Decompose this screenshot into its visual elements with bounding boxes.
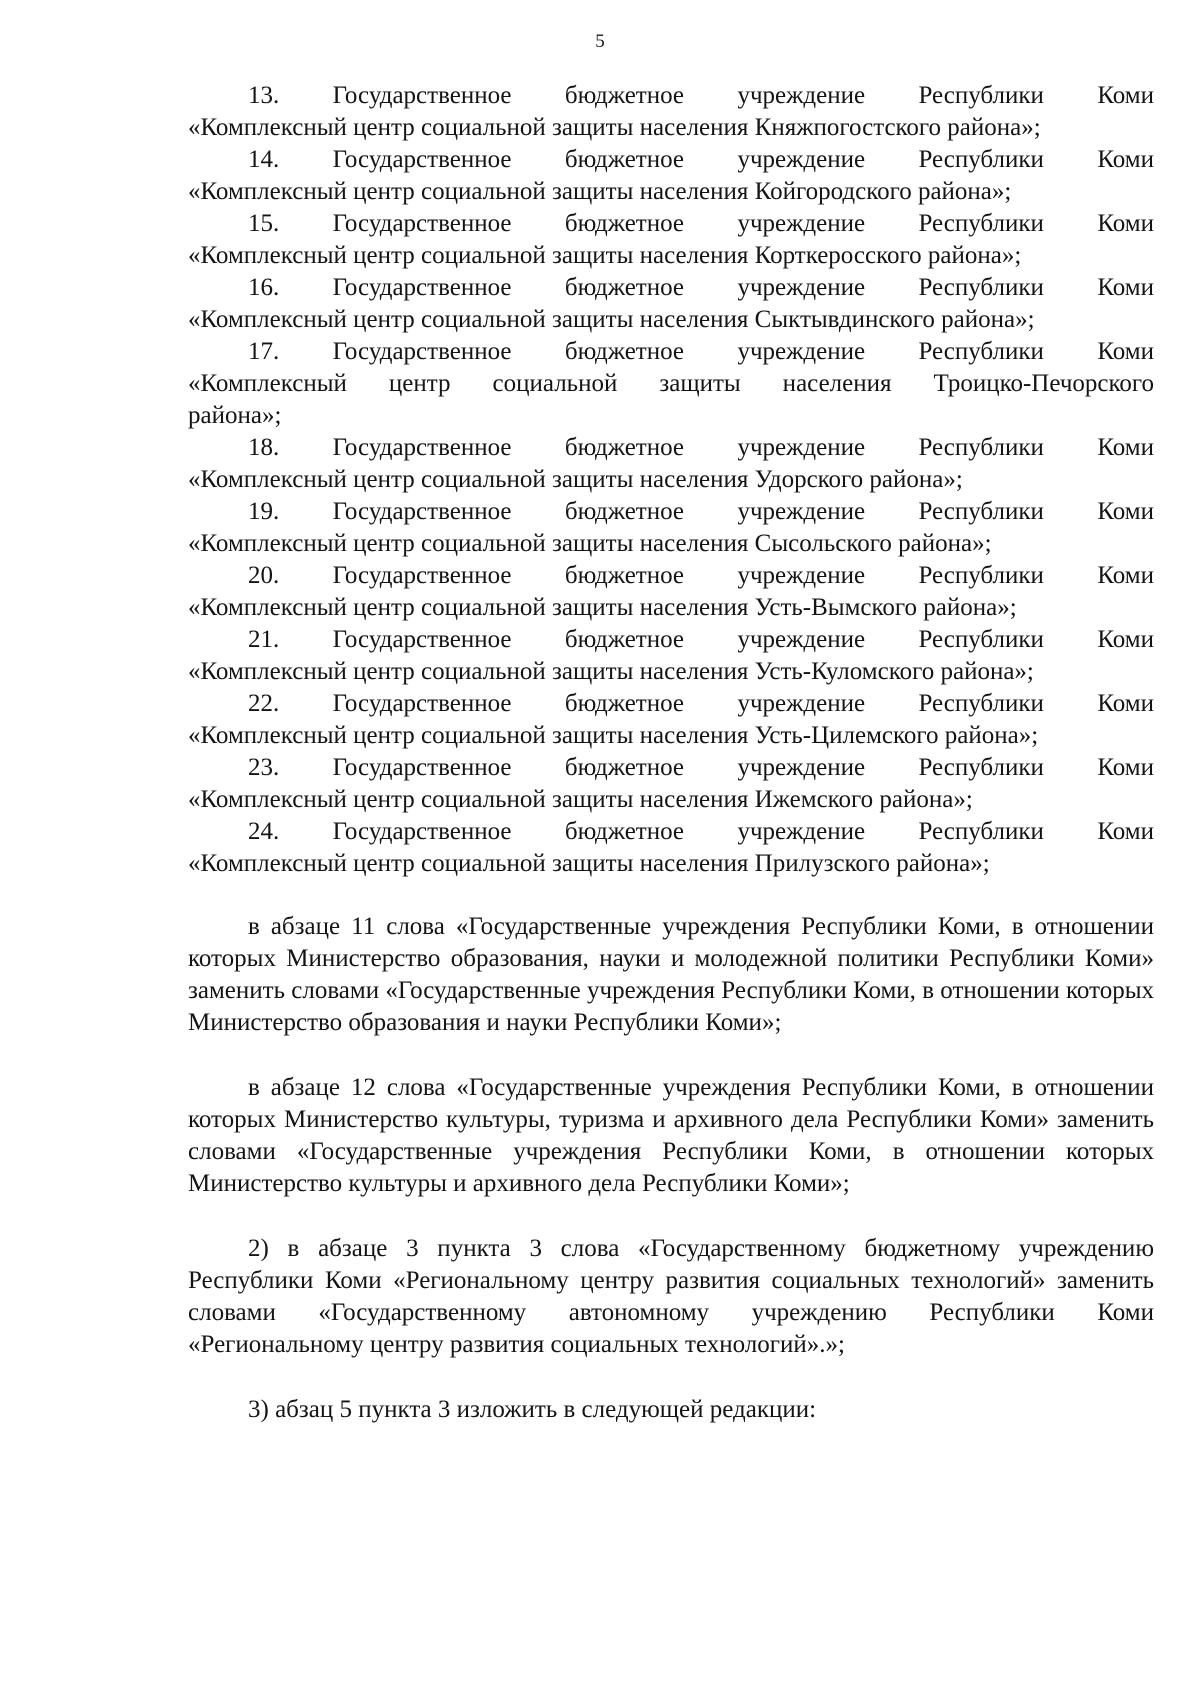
list-item-word: Республики [918,690,1044,717]
list-item-word: учреждение [737,146,866,173]
list-item-text: «Комплексный центр социальной защиты населения Корткеросского района»; [188,242,1022,269]
list-item [188,624,1154,688]
list-item-text: района»; [188,402,282,429]
list-item-first-line [188,688,1154,720]
paragraph-abzac-12: в абзаце 12 слова «Государственные учреждения Республики Коми, в отношении которых Министерство культуры, туризма и архивного дела Республики Коми» заменить словами «Государственные учреждения Республики Коми, в отношении которых Министерство культуры и архивного дела Республики Коми»; [188,1074,1154,1197]
list-item-word: Государственное [332,626,512,653]
list-item-word: Государственное [332,434,512,461]
list-item-word: Государственное [332,210,512,237]
list-item-first-line [188,208,1154,240]
list-item-number: 14. [248,146,280,173]
spacer [188,880,1154,911]
list-item-word: бюджетное [564,274,685,301]
list-item-number: 18. [248,434,280,461]
list-item-word: учреждение [737,274,866,301]
list-item-first-line [188,80,1154,112]
list-item-word: учреждение [737,562,866,589]
list-item [188,560,1154,624]
spacer [188,1200,1154,1233]
list-item-text: «Комплексный центр социальной защиты населения Сыктывдинского района»; [188,306,1035,333]
list-item-word: бюджетное [564,338,685,365]
list-item-word: Государственное [332,146,512,173]
list-item-word: Государственное [332,338,512,365]
spacer [188,1039,1154,1072]
list-item-first-line [188,624,1154,656]
list-item-word: учреждение [737,690,866,717]
list-item-text: «Комплексный центр социальной защиты населения Сысольского района»; [188,530,992,557]
list-item-word: Государственное [332,562,512,589]
list-item [188,272,1154,336]
list-item-word: Республики [918,338,1044,365]
list-item-number: 22. [248,690,280,717]
list-item-word: бюджетное [564,690,685,717]
list-item-word: Коми [1097,754,1154,781]
list-item-word: учреждение [737,818,866,845]
list-item-number: 24. [248,818,280,845]
list-item-text: «Комплексный центр социальной защиты населения Прилузского района»; [188,850,990,877]
list-item-text: «Комплексный центр социальной защиты населения Ижемского района»; [188,786,973,813]
list-item-word: Коми [1097,690,1154,717]
list-item [188,80,1154,144]
list-item-number: 21. [248,626,280,653]
list-item-text: «Комплексный центр социальной защиты населения Усть-Куломского района»; [188,658,1034,685]
list-item-word: Республики [918,274,1044,301]
list-item [188,144,1154,208]
list-item [188,336,1154,432]
list-item-first-line [188,336,1154,368]
page-number: 5 [595,31,605,52]
list-item-word: учреждение [737,338,866,365]
list-item-word: учреждение [737,498,866,525]
list-item-word: Республики [918,434,1044,461]
list-item-first-line [188,272,1154,304]
list-item-word: Коми [1097,498,1154,525]
list-item-word: Коми [1097,146,1154,173]
list-item-text: «Комплексный центр социальной защиты населения Койгородского района»; [188,178,1012,205]
list-item-text: «Комплексный центр социальной защиты населения Усть-Цилемского района»; [188,722,1039,749]
list-item [188,432,1154,496]
list-item-word: учреждение [737,210,866,237]
list-item-number: 16. [248,274,280,301]
list-item-word: Государственное [332,498,512,525]
list-item-word: учреждение [737,754,866,781]
list-item-word: Республики [918,818,1044,845]
list-item-word: бюджетное [564,434,685,461]
list-item-word: Государственное [332,818,512,845]
list-item-word: бюджетное [564,562,685,589]
list-item-word: Коми [1097,626,1154,653]
list-item-first-line [188,432,1154,464]
list-item-word: Республики [918,754,1044,781]
spacer [188,1361,1154,1394]
list-item-word: Государственное [332,754,512,781]
list-item-word: Коми [1097,210,1154,237]
list-item [188,208,1154,272]
list-item-word: Республики [918,210,1044,237]
list-item [188,816,1154,880]
list-item-word: Коми [1097,434,1154,461]
list-item-word: учреждение [737,434,866,461]
list-item-word: бюджетное [564,82,685,109]
list-item-number: 17. [248,338,280,365]
list-item-word: бюджетное [564,818,685,845]
list-item-text: «Комплексный центр социальной защиты населения Усть-Вымского района»; [188,594,1017,621]
list-item-word: бюджетное [564,754,685,781]
list-item-number: 23. [248,754,280,781]
list-item-word: бюджетное [564,146,685,173]
list-item-word: Республики [918,626,1044,653]
list-item-word: Коми [1097,274,1154,301]
list-item-word: Государственное [332,274,512,301]
list-item-word: Коми [1097,818,1154,845]
list-item-word: бюджетное [564,498,685,525]
list-item-word: Коми [1097,82,1154,109]
document-body [188,80,1154,1466]
list-item-number: 20. [248,562,280,589]
list-item [188,688,1154,752]
list-item [188,496,1154,560]
list-item-number: 19. [248,498,280,525]
list-item-first-line [188,144,1154,176]
list-item-word: учреждение [737,82,866,109]
list-item-word: Республики [918,146,1044,173]
list-item-word: Республики [918,498,1044,525]
paragraph-point-3: 3) абзац 5 пункта 3 изложить в следующей редакции: [248,1396,817,1423]
list-item-word: учреждение [737,626,866,653]
list-item-word: Коми [1097,562,1154,589]
list-item-word: бюджетное [564,626,685,653]
list-item-word: бюджетное [564,210,685,237]
list-item-text: «Комплексный центр социальной защиты населения Троицко-Печорского [188,370,1154,397]
spacer [188,1426,1154,1466]
list-item-word: Республики [918,562,1044,589]
paragraph-abzac-11: в абзаце 11 слова «Государственные учреждения Республики Коми, в отношении которых Министерство образования, науки и молодежной политики Республики Коми» заменить словами «Государственные учреждения Республики Коми, в отношении которых Министерство образования и науки Республики Коми»; [188,913,1154,1036]
list-item-word: Республики [918,82,1044,109]
paragraph-point-2: 2) в абзаце 3 пункта 3 слова «Государственному бюджетному учреждению Республики Коми «Региональному центру развития социальных технологий» заменить словами «Государственному автономному учреждению Республики Коми «Региональному центру развития социальных технологий».»; [188,1235,1154,1358]
list-item-word: Государственное [332,690,512,717]
list-item-word: Государственное [332,82,512,109]
list-item-text: «Комплексный центр социальной защиты населения Княжпогостского района»; [188,114,1041,141]
list-item-first-line [188,752,1154,784]
institution-list [188,80,1154,880]
list-item-first-line [188,560,1154,592]
list-item-first-line [188,496,1154,528]
list-item-word: Коми [1097,338,1154,365]
list-item-first-line [188,816,1154,848]
list-item-number: 13. [248,82,280,109]
list-item-number: 15. [248,210,280,237]
list-item [188,752,1154,816]
list-item-text: «Комплексный центр социальной защиты населения Удорского района»; [188,466,963,493]
